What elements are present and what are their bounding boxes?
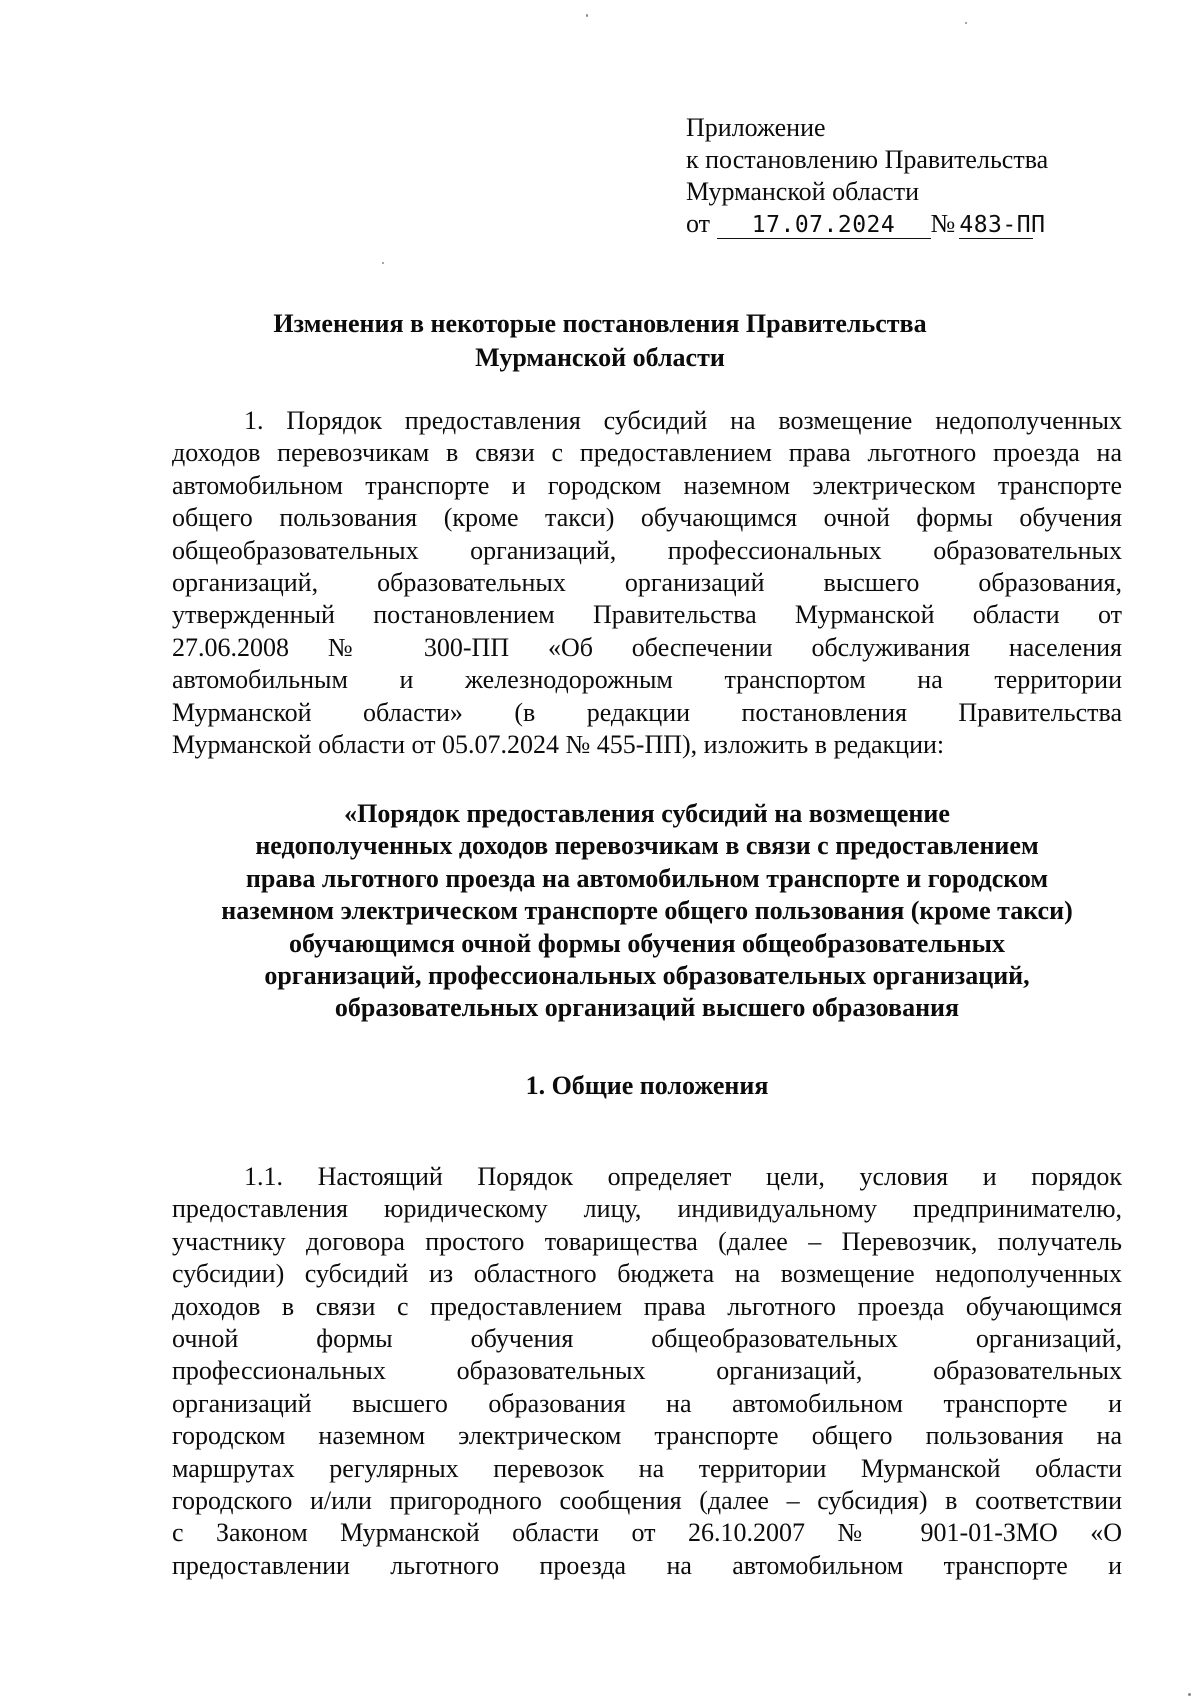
- scan-speck: [1188, 1693, 1191, 1696]
- order-title-line: организаций, профессиональных образовательных организаций,: [264, 961, 1030, 991]
- paragraph-line: автомобильном транспорте и городском наземном электрическом транспорте: [172, 470, 1122, 500]
- attachment-line-1: Приложение: [686, 113, 826, 142]
- paragraph-line: Мурманской области» (в редакции постановления Правительства: [172, 697, 1122, 727]
- paragraph-line: 27.06.2008 № 300-ПП «Об обеспечении обслуживания населения: [172, 632, 1122, 662]
- scan-speck: [965, 22, 967, 24]
- paragraph-line: 1.1. Настоящий Порядок определяет цели, условия и порядок: [244, 1162, 1122, 1191]
- paragraph-line: маршрутах регулярных перевозок на территории Мурманской области: [172, 1453, 1122, 1483]
- order-title-line: обучающимся очной формы обучения общеобразовательных: [289, 928, 1005, 958]
- attachment-block: [686, 112, 1126, 240]
- paragraph-line: Мурманской области от 05.07.2024 № 455-ПП), изложить в редакции:: [172, 730, 945, 760]
- paragraph-line: городского и/или пригородного сообщения (далее – субсидия) в соответствии: [172, 1486, 1122, 1516]
- document-title-line-2: Мурманской области: [475, 343, 725, 372]
- paragraph-line: доходов в связи с предоставлением права льготного проезда обучающимся: [172, 1291, 1122, 1321]
- paragraph-line: общего пользования (кроме такси) обучающимся очной формы обучения: [172, 503, 1122, 533]
- paragraph-1-1: [172, 1161, 1122, 1582]
- section-heading: 1. Общие положения: [525, 1071, 769, 1100]
- document-title: [130, 307, 1070, 375]
- paragraph-line: предоставлении льготного проезда на автомобильном транспорте и: [172, 1550, 1122, 1580]
- resolution-number: 483-ПП: [959, 212, 1046, 238]
- paragraph-line: с Законом Мурманской области от 26.10.2007 № 901-01-ЗМО «О: [172, 1518, 1122, 1548]
- order-title-line: наземном электрическом транспорте общего пользования (кроме такси): [221, 896, 1073, 926]
- paragraph-line: общеобразовательных организаций, профессиональных образовательных: [172, 535, 1122, 565]
- paragraph-line: организаций, образовательных организаций высшего образования,: [172, 568, 1122, 598]
- paragraph-line: субсидии) субсидий из областного бюджета на возмещение недополученных: [172, 1259, 1122, 1289]
- paragraph-line: 1. Порядок предоставления субсидий на возмещение недополученных: [244, 406, 1122, 435]
- attachment-line-2: к постановлению Правительства: [686, 145, 1049, 174]
- from-label: от: [686, 209, 711, 238]
- paragraph-line: организаций высшего образования на автомобильном транспорте и: [172, 1388, 1122, 1418]
- order-title-line: недополученных доходов перевозчикам в связи с предоставлением: [255, 831, 1039, 861]
- paragraph-1: [172, 405, 1122, 761]
- paragraph-line: автомобильным и железнодорожным транспортом на территории: [172, 665, 1122, 695]
- scan-speck: [382, 262, 384, 264]
- paragraph-line: доходов перевозчикам в связи с предоставлением права льготного проезда на: [172, 438, 1122, 468]
- order-title-line: «Порядок предоставления субсидий на возмещение: [344, 799, 950, 828]
- paragraph-line: очной формы обучения общеобразовательных организаций,: [172, 1324, 1122, 1354]
- paragraph-line: участнику договора простого товарищества (далее – Перевозчик, получатель: [172, 1226, 1122, 1256]
- resolution-date: 17.07.2024: [717, 212, 931, 239]
- order-title-line: права льготного проезда на автомобильном транспорте и городском: [245, 863, 1049, 893]
- paragraph-line: городском наземном электрическом транспорте общего пользования на: [172, 1421, 1122, 1451]
- number-label: №: [930, 209, 956, 238]
- paragraph-line: профессиональных образовательных организаций, образовательных: [172, 1356, 1122, 1386]
- attachment-line-3: Мурманской области: [686, 177, 919, 206]
- order-title-line: образовательных организаций высшего образования: [334, 993, 960, 1023]
- document-title-line-1: Изменения в некоторые постановления Правительства: [273, 309, 927, 338]
- attachment-date-number-line: [686, 208, 1126, 240]
- scan-speck: [586, 14, 588, 17]
- order-title: [172, 798, 1122, 1025]
- paragraph-line: предоставления юридическому лицу, индивидуальному предпринимателю,: [172, 1194, 1122, 1224]
- paragraph-line: утвержденный постановлением Правительства Мурманской области от: [172, 600, 1122, 630]
